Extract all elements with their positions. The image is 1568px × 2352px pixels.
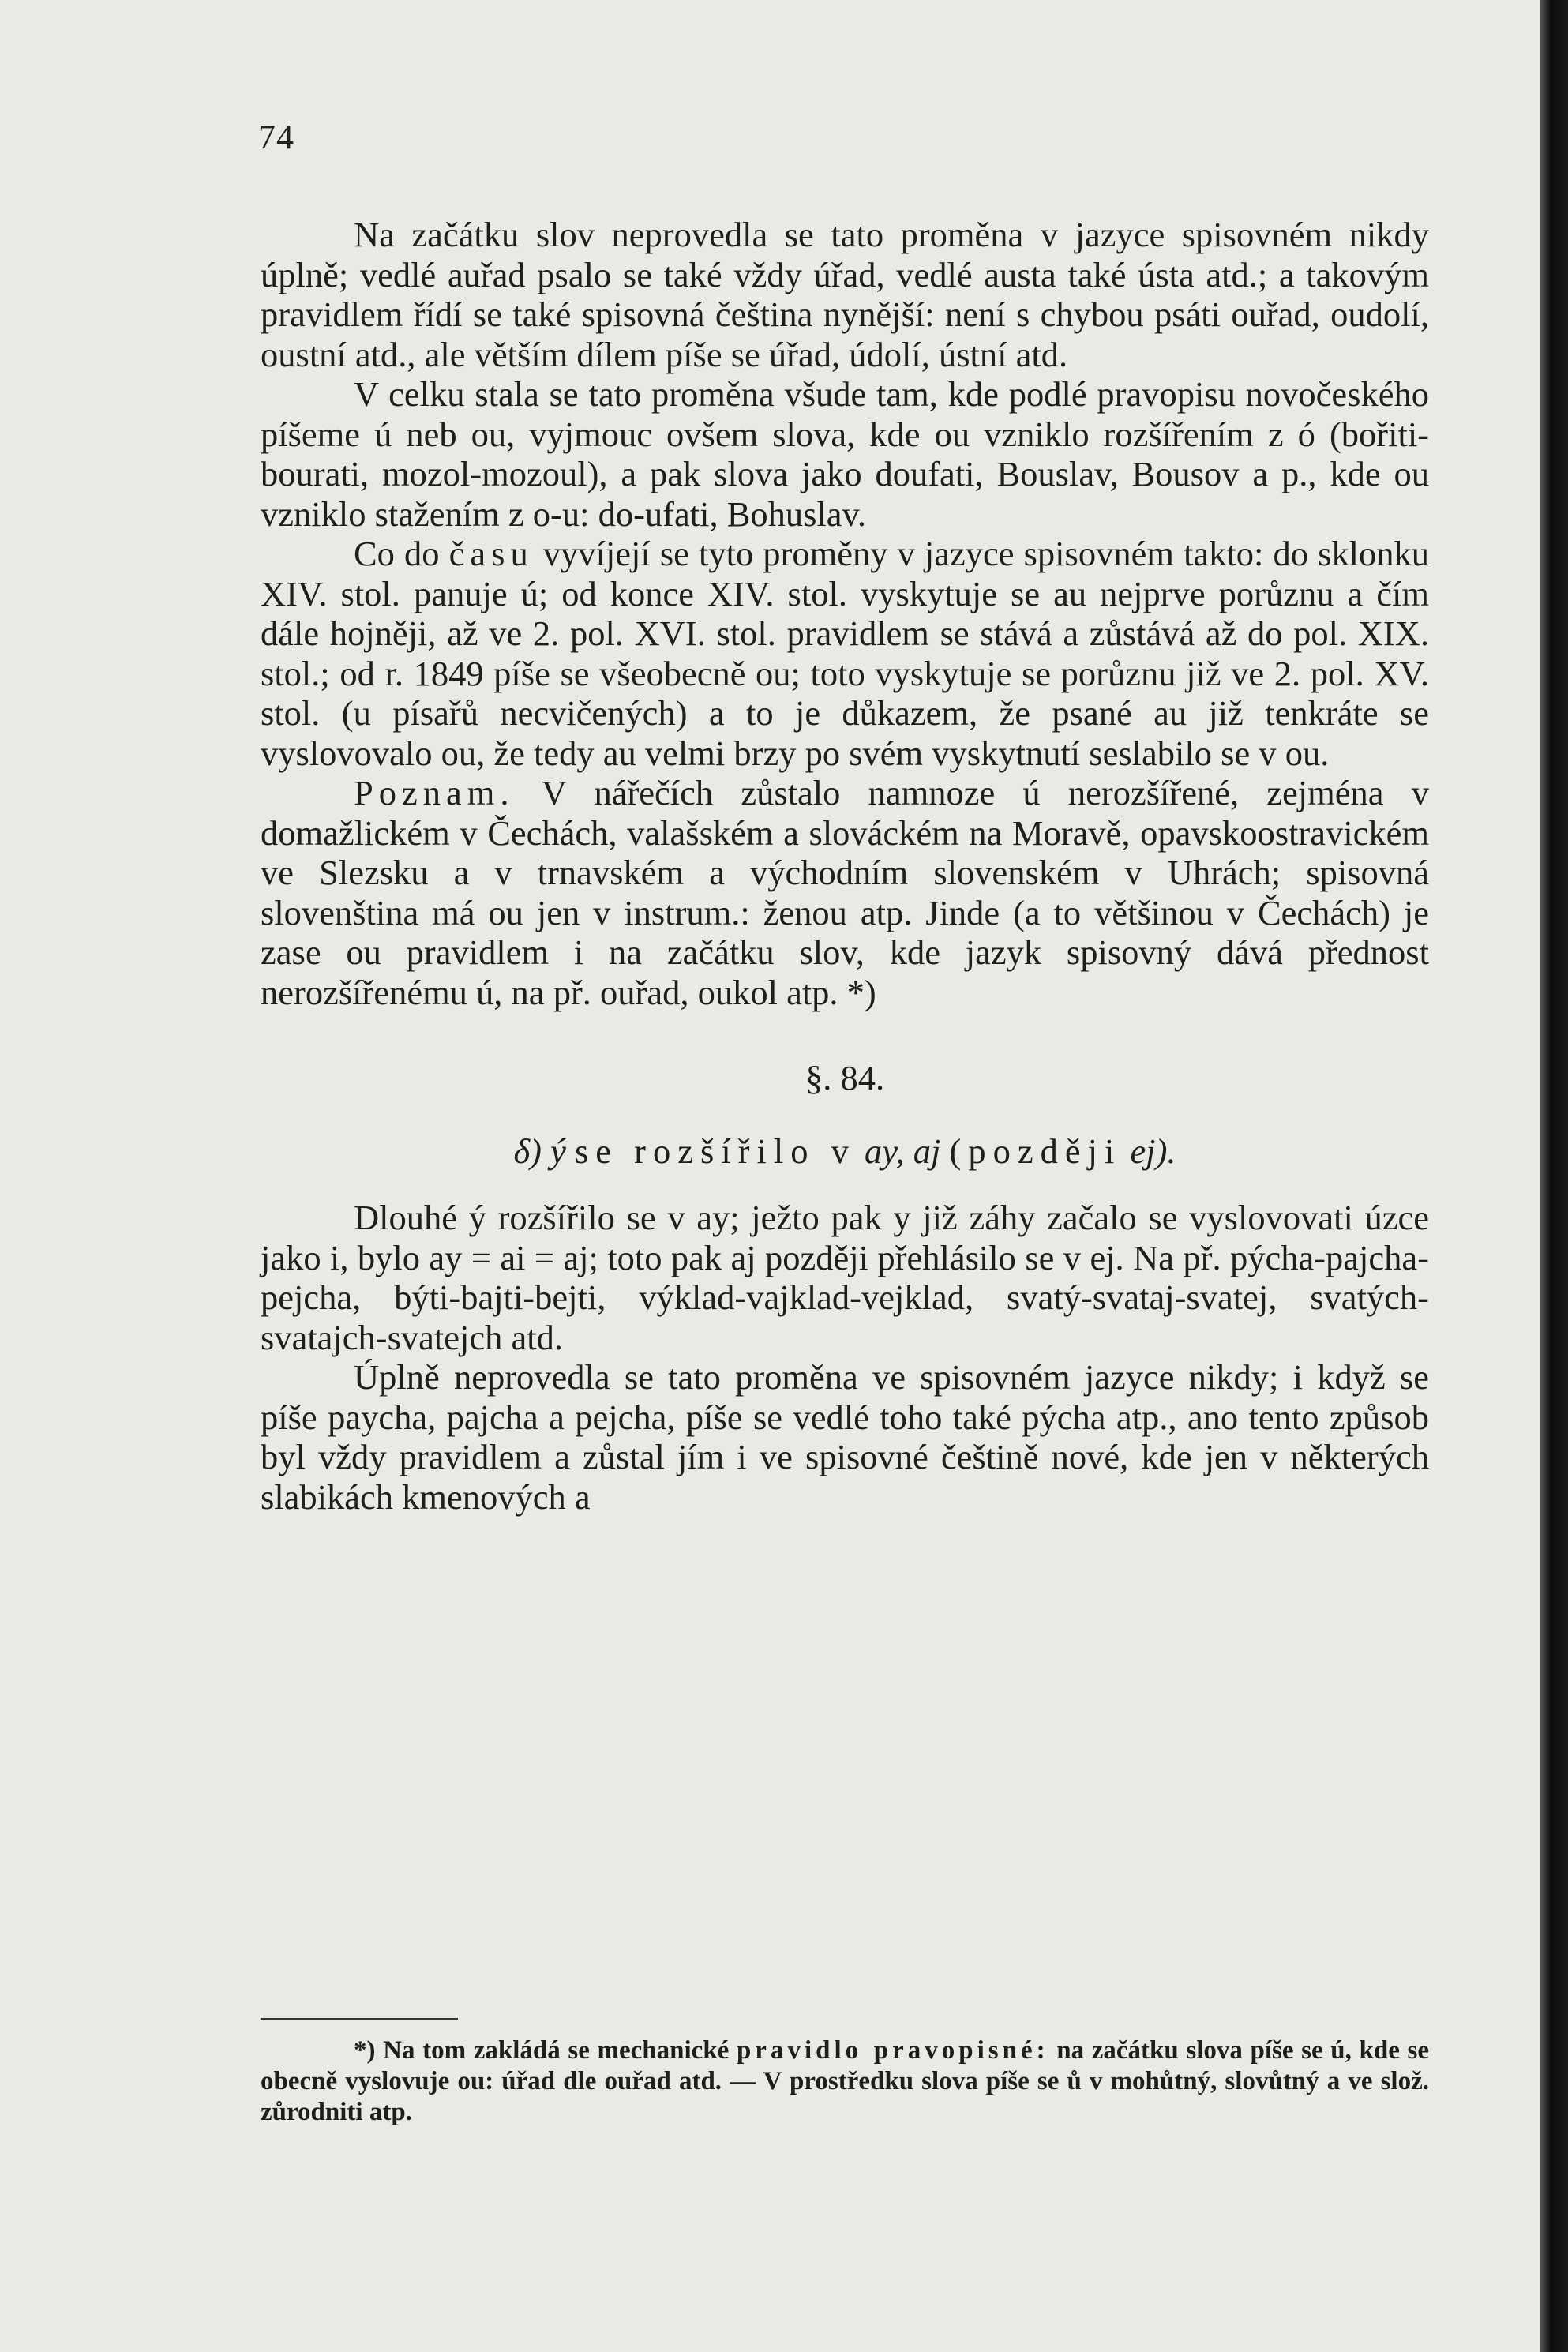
paragraph-remark bbox=[261, 773, 1429, 1012]
scan-dark-edge bbox=[1540, 0, 1568, 2352]
paragraph-6: Úplně neprovedla se tato proměna ve spisovném jazyce nikdy; i když se píše paycha, pajcha a pejcha, píše se vedlé toho také pýcha atp., ano tento způsob byl vždy pravidlem a zůstal jím i ve spisovné češtině nové, kde jen v některých slabikách kmenových a bbox=[261, 1357, 1429, 1517]
footnote-lead: *) Na tom zakládá se mechanické bbox=[354, 2036, 730, 2065]
paragraph-5: Dlouhé ý rozšířilo se v ay; ježto pak y již záhy začalo se vyslovovati úzce jako i, bylo ay = ai = aj; toto pak aj později přehlásilo se v ej. Na př. pýcha-pajcha-pejcha, býti-bajti-bejti, výklad-vajklad-vejklad, svatý-svataj-svatej, svatých-svatajch-svatejch atd. bbox=[261, 1198, 1429, 1357]
sub-mid: se rozšířilo v bbox=[574, 1131, 856, 1171]
footnote-rule bbox=[261, 2018, 458, 2020]
sub-later: (později bbox=[949, 1131, 1122, 1171]
footnote-rest: na začátku slova píše se ú, kde se obecně vyslovuje ou: úřad dle ouřad atd. — V prostředku slova píše se ů v mohůtný, slovůtný a ve slož. zůrodniti atp. bbox=[261, 2036, 1430, 2126]
remark-body: V nářečích zůstalo namnoze ú nerozšířené, zejména v domažlickém v Čechách, valašském a slováckém na Moravě, opavskoostravickém ve Slezsku a v trnavském a východním slovenském v Uhrách; spisovná slovenština má ou jen v instrum.: ženou atp. Jinde (a to většinou v Čechách) je zase ou pravidlem i na začátku slov, kde jazyk spisovný dává přednost nerozšířenému ú, na př. ouřad, oukol atp. *) bbox=[261, 773, 1429, 1012]
paragraph-3-lead: Co do bbox=[354, 534, 440, 573]
footnote bbox=[261, 2035, 1429, 2128]
section-heading: §. 84. bbox=[805, 1058, 885, 1097]
sub-letter: δ) bbox=[513, 1131, 542, 1171]
paragraph-3-body: vyvíjejí se tyto proměny v jazyce spisovném takto: do sklonku XIV. stol. panuje ú; od konce XIV. stol. vyskytuje se au nejprve porůznu a čím dále hojněji, až ve 2. pol. XVI. stol. pravidlem se stává a zůstává až do pol. XIX. stol.; od r. 1849 píše se všeobecně ou; toto vyskytuje se porůznu již ve 2. pol. XV. stol. (u písařů necvičených) a to je důkazem, že psané au již tenkráte se vyslovovalo ou, že tedy au velmi brzy po svém vyskytnutí seslabilo se v ou. bbox=[261, 534, 1430, 773]
sub-ej: ej). bbox=[1130, 1131, 1176, 1171]
sub-y: ý bbox=[550, 1131, 566, 1171]
paragraph-1: Na začátku slov neprovedla se tato proměna v jazyce spisovném nikdy úplně; vedlé auřad psalo se také vždy úřad, vedlé austa také ústa atd.; a takovým pravidlem řídí se také spisovná čeština nynější: není s chybou psáti ouřad, oudolí, oustní atd., ale větším dílem píše se úřad, údolí, ústní atd. bbox=[261, 215, 1429, 374]
paragraph-2: V celku stala se tato proměna všude tam, kde podlé pravopisu novočeského píšeme ú neb ou, vyjmouc ovšem slova, kde ou vzniklo rozšířením z ó (bořiti-bourati, mozol-mozoul), a pak slova jako doufati, Bouslav, Bousov a p., kde ou vzniklo stažením z o-u: do-ufati, Bohuslav. bbox=[261, 374, 1429, 534]
subsection-heading bbox=[261, 1131, 1429, 1172]
paragraph-3 bbox=[261, 534, 1429, 773]
footnote-spaced: pravidlo pravopisné: bbox=[736, 2036, 1049, 2065]
paragraph-3-spaced-word: času bbox=[448, 534, 534, 573]
remark-label: Poznam. bbox=[354, 773, 515, 812]
sub-ay: ay, bbox=[864, 1131, 905, 1171]
footnote-text bbox=[261, 2035, 1429, 2128]
main-text bbox=[261, 215, 1429, 1517]
page-number: 74 bbox=[258, 118, 294, 156]
sub-aj: aj bbox=[913, 1131, 941, 1171]
